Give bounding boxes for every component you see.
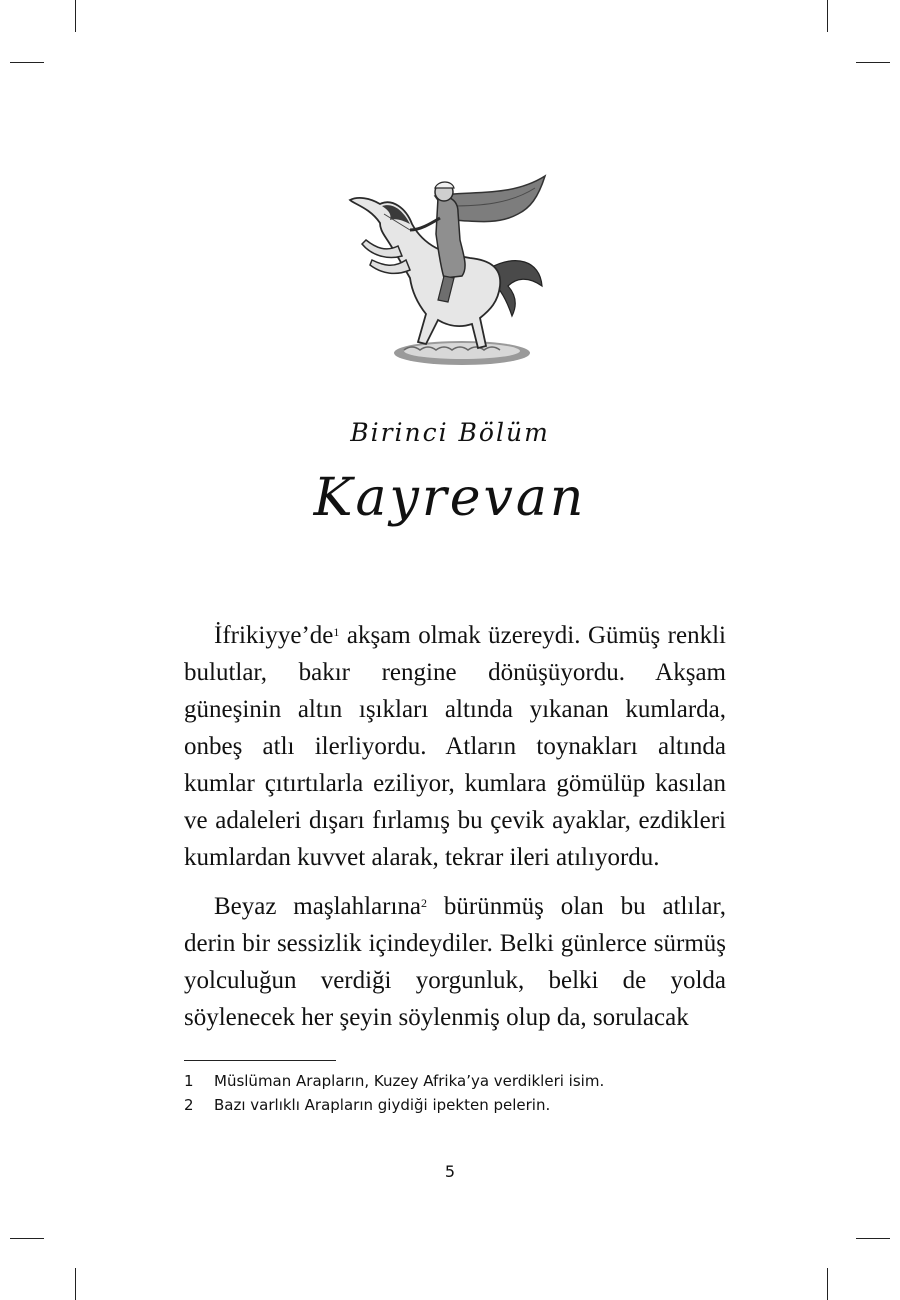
- paragraph-2-rest: bürünmüş olan bu atlılar, derin bir sessizlik içindeydiler. Belki günlerce sürmüş yolculuğun verdiği yorgunluk, belki de yolda söylenecek her şeyin söylenmiş olup da, sorulacak: [184, 893, 726, 1031]
- crop-mark-right-top: [856, 62, 890, 63]
- chapter-title: Kayrevan: [313, 468, 587, 528]
- footnote-text: Bazı varlıklı Arapların giydiği ipekten pelerin.: [214, 1096, 551, 1114]
- footnote-number: 1: [184, 1072, 194, 1090]
- paragraph-2-start: Beyaz maşlahlarına: [214, 893, 422, 920]
- paragraph-1-start: İfrikiyye’de: [214, 622, 334, 649]
- footnote-ref-2: 2: [421, 896, 428, 910]
- footnote: [184, 1093, 744, 1117]
- horse-rider-illustration: [340, 168, 560, 373]
- crop-mark-bottom-right: [827, 1268, 828, 1300]
- footnote-number: 2: [184, 1096, 194, 1114]
- paragraph-2: [184, 888, 726, 1036]
- footnotes: [184, 1069, 744, 1117]
- footnote: [184, 1069, 744, 1093]
- crop-mark-top-left: [75, 0, 76, 32]
- body-text: [184, 617, 726, 1048]
- paragraph-1: [184, 617, 726, 876]
- chapter-label: Birinci Bölüm: [350, 418, 550, 447]
- paragraph-1-rest: akşam olmak üzereydi. Gümüş renkli bulutlar, bakır rengine dönüşüyordu. Akşam güneşinin altın ışıkları altında yıkanan kumlarda, onbeş atlı ilerliyordu. Atların toynakları altında kumlar çıtırtılarla eziliyor, kumlara gömülüp kasılan ve adaleleri dışarı fırlamış bu çevik ayaklar, ezdikleri kumlardan kuvvet alarak, tekrar ileri atılıyordu.: [184, 622, 726, 871]
- crop-mark-top-right: [827, 0, 828, 32]
- footnote-ref-1: 1: [333, 625, 340, 639]
- crop-mark-left-top: [10, 62, 44, 63]
- page-number: 5: [444, 1162, 456, 1181]
- crop-mark-left-bottom: [10, 1238, 44, 1239]
- footnote-divider: [184, 1060, 336, 1061]
- crop-mark-right-bottom: [856, 1238, 890, 1239]
- footnote-text: Müslüman Arapların, Kuzey Afrika’ya verdikleri isim.: [214, 1072, 605, 1090]
- crop-mark-bottom-left: [75, 1268, 76, 1300]
